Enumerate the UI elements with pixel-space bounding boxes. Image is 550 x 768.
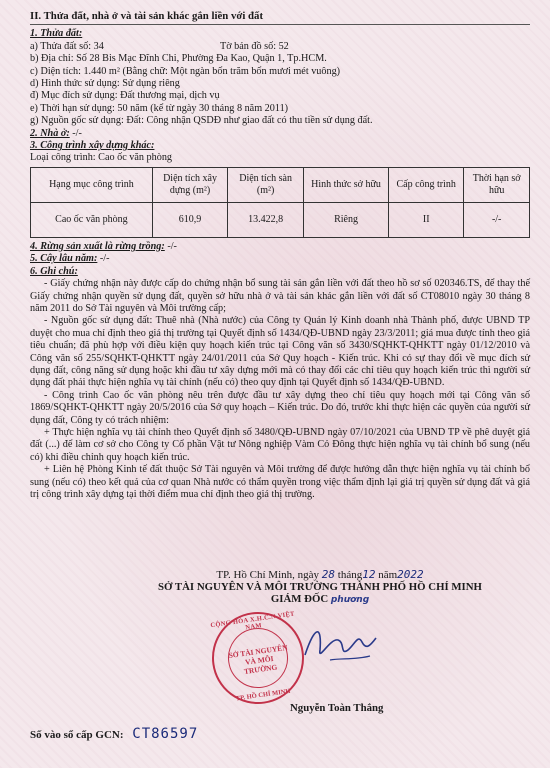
cell-floor-area: 13.422,8 xyxy=(228,202,304,237)
forest-heading: 4. Rừng sản xuất là rừng trồng: xyxy=(30,240,165,252)
note-paragraph-4: + Thực hiện nghĩa vụ tài chính theo Quyết định số 3480/QĐ-UBND ngày 07/10/2021 của UBND TP về phê duyệt giá đất (...) để làm cơ sở cho Công ty Cổ phần Vật tư Nông nghiệp Vàm Cỏ Đông thực hiện nghĩa vụ tài chính bổ sung (nếu có) khi điều chỉnh quy hoạch kiến trúc. xyxy=(30,426,530,463)
land-usage-term: e) Thời hạn sử dụng: 50 năm (kể từ ngày 30 tháng 8 năm 2011) xyxy=(30,102,289,114)
land-usage-purpose: đ) Mục đích sử dụng: Đất thương mại, dịch vụ xyxy=(30,90,220,102)
gcn-label: Số vào sổ cấp GCN: xyxy=(30,729,124,741)
cell-grade: II xyxy=(389,202,464,237)
cell-ownership: Riêng xyxy=(304,202,389,237)
note-paragraph-1: - Giấy chứng nhận này được cấp do chứng nhận bổ sung tài sản gắn liền với đất theo hồ sơ số 020346.TS, để thay thế Giấy chứng nhận quyền sử dụng đất, quyền sở hữu nhà ở và tài sản khác gắn liền với đất số CT08010 ngày 30 tháng 8 năm 2011 do Sở Tài nguyên và Môi trường cấp; xyxy=(30,278,530,314)
house-heading: 2. Nhà ở: xyxy=(30,127,70,139)
issue-date xyxy=(120,568,520,581)
forest-row xyxy=(30,241,530,253)
date-month: 12 xyxy=(362,568,376,581)
gcn-number: CT86597 xyxy=(132,726,199,742)
works-table xyxy=(30,167,530,238)
handwritten-signature xyxy=(300,620,380,670)
house-row xyxy=(30,128,530,140)
signer-title-text: GIÁM ĐỐC xyxy=(270,593,329,605)
section-title: II. Thửa đất, nhà ở và tài sản khác gắn liền với đất xyxy=(30,10,264,22)
date-prefix: TP. Hồ Chí Minh, ngày xyxy=(216,569,320,581)
land-usage-form: d) Hình thức sử dụng: Sử dụng riêng xyxy=(30,78,180,90)
trees-value: -/- xyxy=(99,253,110,265)
note-paragraph-3: - Công trình Cao ốc văn phòng nêu trên được đầu tư xây dựng theo chỉ tiêu quy hoạch mới tại Công văn số 1869/SQHKT-QHKTT ngày 20/5/2016 của Sở quy hoạch – Kiến trúc. Do đó, trước khi thực hiện các quyền của người sử dụng đất, Công ty có trách nhiệm: xyxy=(30,389,530,426)
note-paragraph-2: - Nguồn gốc sử dụng đất: Thuê nhà (Nhà nước) của Công ty Quản lý Kinh doanh nhà Thành phố, được UBND TP duyệt cho mua chỉ định theo giá thị trường tại Quyết định số 1434/QĐ-UBND ngày 23/3/2011; giá mua được tính theo giá tiêu chuẩn; đã phù hợp với điều kiện quy hoạch kiến trúc tại Công văn số 3430/SQHKT-QHKTT ngày 01/12/2010 và Công văn số 255/SQHKT-QHKTT ngày 24/01/2011 của Sở Quy hoạch - Kiến trúc. Khi có sự thay đổi về mục đích sử dụng đất, công năng sử dụng hoặc khi đầu tư xây dựng mới mà có thay đổi các chỉ tiêu quy hoạch kiến trúc thì người sử dụng đất phải thực hiện nghĩa vụ tài chính (nếu có) theo quy định tại Quyết định số 1434/QĐ-UBND. xyxy=(30,315,530,389)
divider xyxy=(30,24,530,25)
note-paragraph-5: + Liên hệ Phòng Kinh tế đất thuộc Sở Tài nguyên và Môi trường để được hướng dẫn thực hiện nghĩa vụ tài chính bổ sung (nếu có) theo kết quả của cơ quan Nhà nước có thẩm quyền trong việc thẩm định lại giá trị quyền sử dụng đất và giá trị công trình xây dựng tại thời điểm mua chỉ định theo giá thị trường. xyxy=(30,464,530,500)
works-type: Loại công trình: Cao ốc văn phòng xyxy=(30,152,173,164)
signer-name: Nguyễn Toàn Thắng xyxy=(290,702,384,714)
date-year: 2022 xyxy=(397,568,424,581)
table-row xyxy=(31,202,530,237)
cell-build-area: 610,9 xyxy=(152,202,227,237)
notes-heading: 6. Ghi chú: xyxy=(30,265,78,277)
certificate-body xyxy=(30,10,530,501)
land-address: b) Địa chỉ: Số 28 Bis Mạc Đĩnh Chi, Phường Đa Kao, Quận 1, Tp.HCM. xyxy=(30,53,327,65)
works-table-header xyxy=(31,167,530,202)
signature-block xyxy=(120,568,520,605)
gcn-registration xyxy=(30,726,198,742)
col-header-floor-area: Diện tích sàn (m²) xyxy=(228,167,304,202)
land-heading: 1. Thửa đất: xyxy=(30,28,83,40)
land-parcel-row xyxy=(30,41,530,53)
works-heading: 3. Công trình xây dựng khác: xyxy=(30,140,155,152)
issuing-organization: SỞ TÀI NGUYÊN VÀ MÔI TRƯỜNG THÀNH PHỐ HỒ CHÍ MINH xyxy=(158,581,482,593)
date-day: 28 xyxy=(321,568,336,581)
cell-term: -/- xyxy=(464,202,530,237)
date-month-label: tháng xyxy=(337,569,363,581)
land-origin: g) Nguồn gốc sử dụng: Đất: Công nhận QSDĐ như giao đất có thu tiền sử dụng đất. xyxy=(30,115,373,127)
cell-item: Cao ốc văn phòng xyxy=(31,202,153,237)
seal-inner-ring xyxy=(224,624,292,692)
map-sheet-number: Tờ bản đồ số: 52 xyxy=(220,40,289,52)
col-header-item: Hạng mục công trình xyxy=(31,167,153,202)
col-header-term: Thời hạn sở hữu xyxy=(464,167,530,202)
trees-row xyxy=(30,253,530,265)
seal-center-text: SỞ TÀI NGUYÊN VÀ MÔI TRƯỜNG xyxy=(228,642,289,677)
trees-heading: 5. Cây lâu năm: xyxy=(30,253,98,265)
date-year-label: năm xyxy=(378,569,398,581)
house-value: -/- xyxy=(72,127,82,139)
seal-ring-text: CỘNG HÒA X.H.C.N VIỆT NAM xyxy=(210,610,296,632)
title-mark: phương xyxy=(330,595,370,605)
land-area: c) Diện tích: 1.440 m² (Bằng chữ: Một ngàn bốn trăm bốn mươi mét vuông) xyxy=(30,65,341,77)
parcel-number: a) Thửa đất số: 34 xyxy=(30,40,104,52)
forest-value: -/- xyxy=(167,240,177,252)
works-table-wrap xyxy=(30,167,530,238)
col-header-grade: Cấp công trình xyxy=(389,167,464,202)
seal-ring-bottom-text: TP. HỒ CHÍ MINH xyxy=(235,687,291,703)
col-header-build-area: Diện tích xây dựng (m²) xyxy=(152,167,227,202)
signer-title xyxy=(120,593,520,605)
col-header-ownership: Hình thức sở hữu xyxy=(304,167,389,202)
